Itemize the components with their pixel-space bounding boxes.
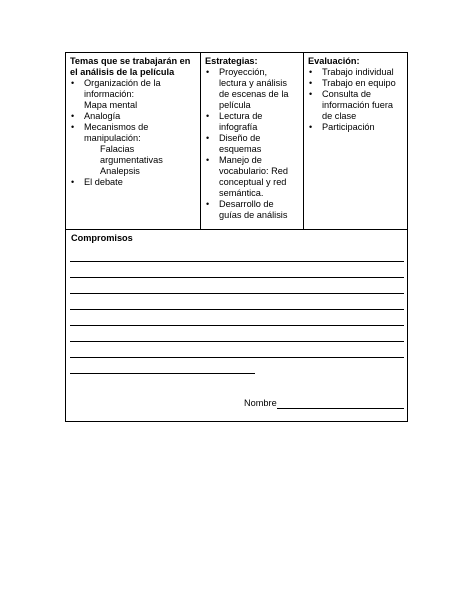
planning-table	[65, 52, 408, 422]
list-item-text: de clase	[322, 111, 357, 121]
list-item-text: • Trabajo individual	[322, 67, 394, 77]
topics-list	[70, 78, 196, 188]
list-item	[205, 199, 299, 221]
list-item	[205, 155, 299, 199]
list-subitem-text: Analepsis	[100, 166, 140, 176]
commitments-title: Compromisos	[71, 233, 133, 243]
topics-header-line: Temas que se trabajarán en	[70, 56, 191, 66]
list-item-text: • Mecanismos de	[84, 122, 149, 132]
name-field-line[interactable]	[277, 408, 404, 409]
list-item-text: • Proyección,	[219, 67, 268, 77]
list-item-text: • El debate	[84, 177, 123, 187]
list-item	[308, 89, 403, 122]
topics-column	[66, 53, 201, 229]
list-subitem-text: argumentativas	[100, 155, 163, 165]
list-item-text: información:	[84, 89, 135, 99]
list-item-text: película	[219, 100, 251, 110]
list-item-text: de escenas de la	[219, 89, 289, 99]
list-item	[308, 78, 403, 89]
strategies-list	[205, 67, 299, 221]
list-item	[70, 122, 196, 177]
list-item-text: información fuera	[322, 100, 393, 110]
list-item-text: • Consulta de	[322, 89, 372, 99]
list-item-text: • Analogía	[84, 111, 121, 121]
list-item	[308, 122, 403, 133]
strategies-header: Estrategias:	[205, 56, 258, 66]
table-top-row	[66, 53, 407, 230]
commitment-write-line[interactable]	[70, 325, 404, 326]
list-item-text: • Diseño de	[219, 133, 261, 143]
commitment-write-line[interactable]	[70, 277, 404, 278]
list-item-text: manipulación:	[84, 133, 141, 143]
list-item	[70, 78, 196, 111]
commitment-write-line[interactable]	[70, 261, 404, 262]
list-item-text: vocabulario: Red	[219, 166, 288, 176]
list-item-text: • Organización de la	[84, 78, 161, 88]
evaluation-list	[308, 67, 403, 133]
commitment-short-line[interactable]	[70, 373, 255, 374]
commitment-write-line[interactable]	[70, 309, 404, 310]
list-item-text: • Lectura de	[219, 111, 263, 121]
list-item-text: • Trabajo en equipo	[322, 78, 396, 88]
commitment-write-line[interactable]	[70, 357, 404, 358]
list-item-text: • Participación	[322, 122, 375, 132]
commitment-write-line[interactable]	[70, 341, 404, 342]
list-item	[205, 111, 299, 133]
list-item-text: semántica.	[219, 188, 264, 198]
evaluation-column	[304, 53, 407, 229]
strategies-column	[201, 53, 304, 229]
list-item-text: • Manejo de	[219, 155, 262, 165]
list-item-text: lectura y análisis	[219, 78, 287, 88]
list-item	[70, 177, 196, 188]
list-item-text: infografía	[219, 122, 258, 132]
list-item-text: conceptual y red	[219, 177, 287, 187]
list-item-text: guías de análisis	[219, 210, 288, 220]
name-label: Nombre	[244, 398, 277, 408]
list-item-text: esquemas	[219, 144, 262, 154]
commitment-write-line[interactable]	[70, 293, 404, 294]
topics-header-line: el análisis de la película	[70, 67, 175, 77]
topics-header	[70, 56, 196, 78]
list-item	[70, 111, 196, 122]
list-item	[205, 67, 299, 111]
list-item	[308, 67, 403, 78]
commitments-section	[66, 230, 407, 421]
list-item-text: • Desarrollo de	[219, 199, 274, 209]
list-item-text: Mapa mental	[84, 100, 138, 110]
evaluation-header: Evaluación:	[308, 56, 360, 66]
list-subitem-text: Falacias	[100, 144, 135, 154]
list-item	[205, 133, 299, 155]
